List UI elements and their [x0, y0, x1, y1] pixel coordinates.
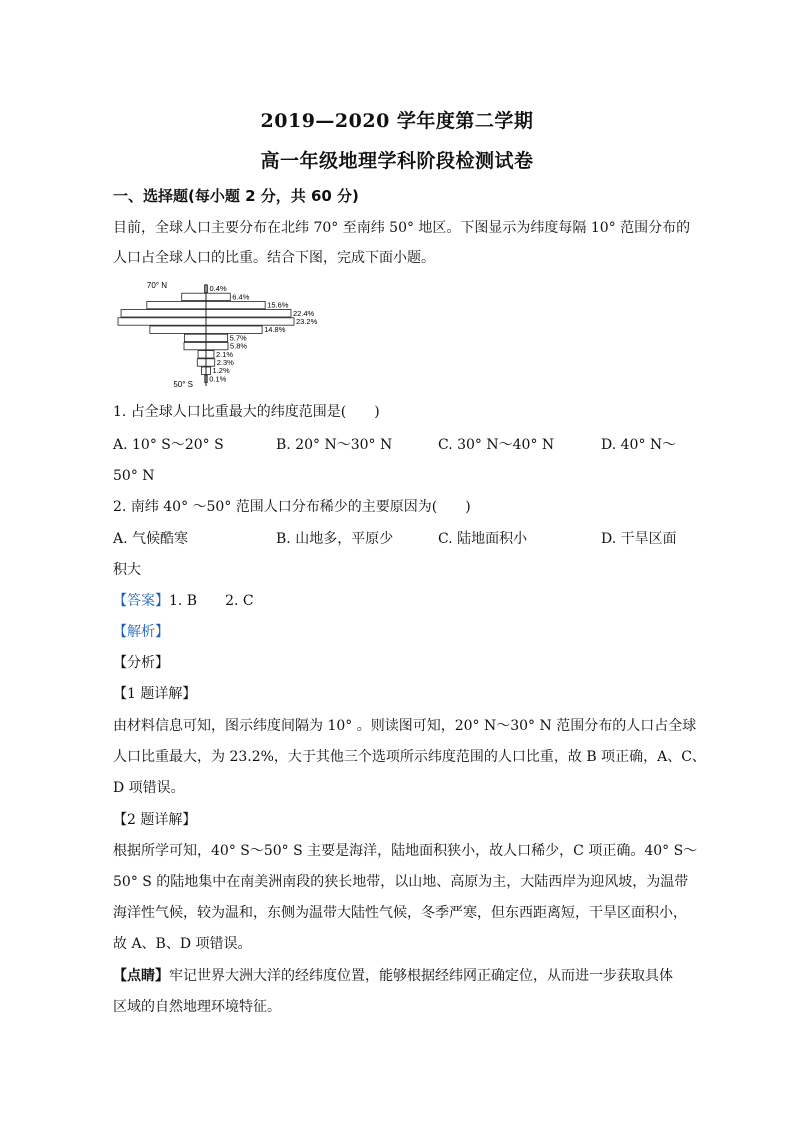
- tip-tag: 【点睛】: [113, 968, 169, 984]
- q1-option-d-continued: 50° N: [113, 468, 155, 484]
- q2-option-a: A. 气候酷寒: [113, 531, 189, 547]
- pyramid-bar-label: 6.4%: [232, 292, 250, 302]
- pyramid-bar-label: 22.4%: [292, 308, 315, 318]
- pyramid-bar-label: 14.8%: [264, 325, 286, 335]
- pyramid-bar-label: 15.6%: [267, 300, 289, 310]
- pyramid-bar-label: 1.2%: [212, 366, 230, 376]
- q2-detail-line-4: 故 A、B、D 项错误。: [113, 936, 252, 952]
- pyramid-bar-label: 23.2%: [296, 317, 318, 326]
- chart-bottom-label: 50° S: [173, 380, 193, 389]
- q2-option-d: D. 干旱区面: [601, 531, 677, 547]
- chart-top-label: 70° N: [146, 281, 167, 290]
- intro-line-1: 目前，全球人口主要分布在北纬 70° 至南纬 50° 地区。下图显示为纬度每隔 10° 范围分布的: [113, 220, 691, 236]
- q1-detail-line-1: 由材料信息可知，图示纬度间隔为 10° 。则读图可知，20° N～30° N 范围分布的人口占全球: [113, 718, 697, 734]
- q1-detail-line-2: 人口比重最大，为 23.2%，大于其他三个选项所示纬度范围的人口比重，故 B 项正确，A、C、: [113, 749, 706, 765]
- q1-option-d: D. 40° N～: [601, 437, 677, 453]
- section-heading: 一、选择题(每小题 2 分，共 60 分): [113, 187, 359, 205]
- q1-option-c: C. 30° N～40° N: [438, 437, 555, 453]
- q1-option-a: A. 10° S～20° S: [113, 437, 224, 453]
- answer-text: 1. B 2. C: [169, 593, 254, 609]
- q2-detail-tag: 【2 题详解】: [113, 812, 197, 828]
- analysis-tag: 【解析】: [113, 624, 169, 640]
- answer-tag: 【答案】: [113, 593, 169, 609]
- population-latitude-chart: [110, 278, 350, 393]
- analysis-line: [113, 622, 683, 642]
- pyramid-bar-label: 2.1%: [215, 349, 234, 359]
- pyramid-bar-label: 0.1%: [209, 374, 227, 384]
- question-2-stem: 2. 南纬 40° ～50° 范围人口分布稀少的主要原因为( ): [113, 499, 471, 515]
- q2-option-d-continued: 积大: [113, 562, 141, 578]
- tip-line-2: 区域的自然地理环境特征。: [113, 999, 281, 1015]
- q1-detail-line-3: D 项错误。: [113, 780, 185, 796]
- q1-detail-tag: 【1 题详解】: [113, 686, 197, 702]
- question-1-stem: 1. 占全球人口比重最大的纬度范围是( ): [113, 404, 380, 420]
- q2-detail-line-1: 根据所学可知，40° S～50° S 主要是海洋，陆地面积狭小，故人口稀少，C 项正确。40° S～: [113, 843, 698, 859]
- q2-option-b: B. 山地多，平原少: [276, 531, 394, 547]
- answer-line: [113, 591, 683, 611]
- pyramid-bar-label: 2.3%: [216, 358, 234, 367]
- tip-text-1: 牢记世界大洲大洋的经纬度位置，能够根据经纬网正确定位，从而进一步获取具体: [169, 968, 673, 984]
- intro-line-2: 人口占全球人口的比重。结合下图，完成下面小题。: [113, 250, 435, 266]
- q1-option-b: B. 20° N～30° N: [276, 437, 393, 453]
- q2-detail-line-2: 50° S 的陆地集中在南美洲南段的狭长地带，以山地、高原为主，大陆西岸为迎风坡，为温带: [113, 874, 689, 890]
- pyramid-bar-label: 5.8%: [230, 341, 248, 351]
- tip-line-1: [113, 966, 683, 986]
- title-exam: 高一年级地理学科阶段检测试卷: [260, 150, 534, 172]
- q2-option-c: C. 陆地面积小: [438, 531, 528, 547]
- fenxi-tag: 【分析】: [113, 655, 169, 671]
- pyramid-bar-label: 5.7%: [229, 333, 247, 343]
- title-term: 2019—2020 学年度第二学期: [260, 110, 534, 132]
- q2-detail-line-3: 海洋性气候，较为温和，东侧为温带大陆性气候，冬季严寒，但东西距离短，干旱区面积小，: [113, 905, 687, 921]
- pyramid-bar-label: 0.4%: [209, 284, 227, 294]
